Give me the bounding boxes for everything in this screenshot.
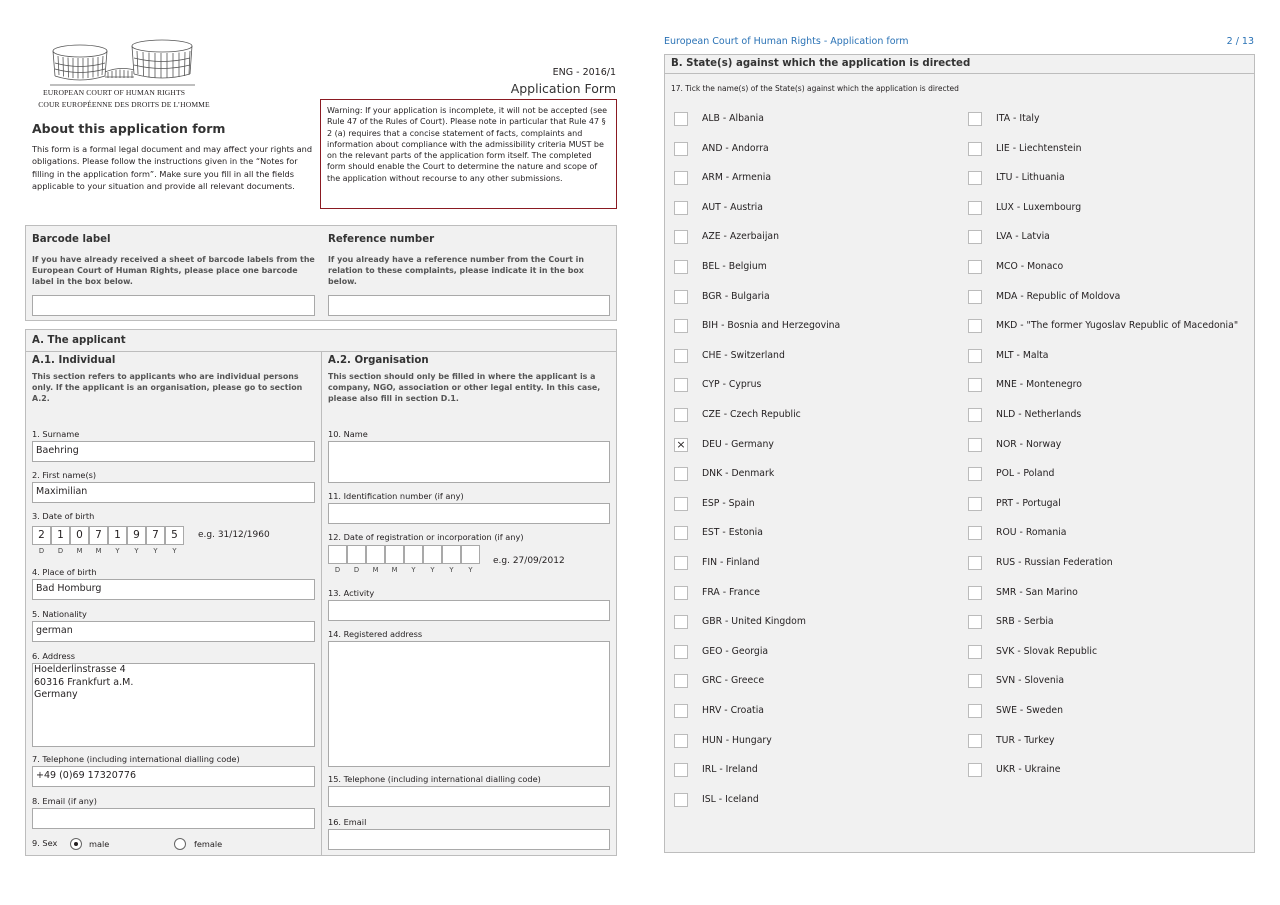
sex-male-radio[interactable] — [70, 838, 82, 850]
state-checkbox[interactable] — [968, 734, 982, 748]
state-checkbox[interactable] — [968, 645, 982, 659]
state-checkbox[interactable] — [674, 290, 688, 304]
reg-letter: Y — [411, 566, 416, 574]
state-label: SVN - Slovenia — [996, 675, 1065, 687]
state-checkbox[interactable] — [674, 112, 688, 126]
state-label: IRL - Ireland — [702, 764, 758, 776]
dob-digit[interactable]: 5 — [165, 526, 184, 545]
state-label: LIE - Liechtenstein — [996, 142, 1082, 154]
state-label: ROU - Romania — [996, 527, 1067, 539]
state-label: SWE - Sweden — [996, 705, 1063, 716]
state-checkbox[interactable] — [968, 230, 982, 244]
dob-digit[interactable]: 7 — [89, 526, 108, 545]
state-label: AUT - Austria — [702, 201, 763, 213]
state-checkbox[interactable] — [968, 526, 982, 540]
state-label: GRC - Greece — [702, 675, 765, 687]
applicant-panel — [25, 329, 617, 856]
sex-male-label: male — [89, 839, 110, 849]
reference-text: If you already have a reference number from the Court in relation to these complaints, please indicate it in the box below. — [328, 255, 584, 287]
dob-digits[interactable] — [32, 526, 192, 558]
reg-letter: D — [334, 566, 341, 574]
dob-letter: Y — [153, 547, 158, 555]
state-label: HUN - Hungary — [702, 734, 772, 746]
state-label: ISL - Iceland — [702, 793, 759, 805]
phone-label: 7. Telephone (including international dialling code) — [32, 754, 240, 764]
state-label: CYP - Cyprus — [702, 379, 762, 391]
reg-digit[interactable] — [423, 545, 442, 564]
state-checkbox[interactable] — [674, 201, 688, 215]
state-checkbox[interactable]: × — [674, 438, 688, 452]
state-label: ARM - Armenia — [702, 172, 772, 184]
state-checkbox[interactable] — [674, 526, 688, 540]
state-checkbox[interactable] — [968, 408, 982, 422]
org-email-input[interactable] — [328, 829, 610, 850]
about-title: About this application form — [32, 121, 226, 136]
state-checkbox[interactable] — [968, 142, 982, 156]
org-reg-label: 12. Date of registration or incorporation (if any) — [328, 532, 524, 542]
state-label: AND - Andorra — [702, 142, 769, 154]
state-label: DNK - Denmark — [702, 468, 775, 480]
org-activity-label: 13. Activity — [328, 588, 375, 598]
reg-example: e.g. 27/09/2012 — [493, 556, 565, 566]
dob-digit[interactable]: 9 — [127, 526, 146, 545]
state-label: BIH - Bosnia and Herzegovina — [702, 320, 841, 332]
pob-input[interactable]: Bad Homburg — [32, 579, 315, 600]
reg-letter: Y — [468, 566, 473, 574]
org-id-label: 11. Identification number (if any) — [328, 491, 464, 501]
org-reg-digits[interactable] — [328, 545, 488, 577]
state-label: ESP - Spain — [702, 497, 755, 509]
reference-title: Reference number — [328, 234, 435, 245]
organisation-text: This section should only be filled in where the applicant is a company, NGO, association or other legal entity. In this case, please also fill in section D.1. — [328, 372, 601, 404]
sex-label: 9. Sex — [32, 838, 58, 848]
state-label: MDA - Republic of Moldova — [996, 290, 1121, 302]
state-label: ALB - Albania — [702, 113, 764, 124]
state-label: RUS - Russian Federation — [996, 557, 1113, 568]
barcode-text: If you have already received a sheet of barcode labels from the European Court of Human Rights, please place one barcode label in the box below. — [32, 255, 315, 287]
state-checkbox[interactable] — [968, 112, 982, 126]
states-question: 17. Tick the name(s) of the State(s) against which the application is directed — [671, 84, 959, 93]
state-checkbox[interactable] — [674, 734, 688, 748]
page2-header: European Court of Human Rights - Application form — [664, 36, 909, 47]
applicant-title: A. The applicant — [32, 335, 126, 346]
dob-digit[interactable]: 1 — [51, 526, 70, 545]
state-checkbox[interactable] — [674, 378, 688, 392]
about-text: This form is a formal legal document and may affect your rights and obligations. Please follow the instructions given in the “Notes for filling in the application form”. Make sure you fill in all the fields applicable to your situation and provide all relevant documents. — [32, 144, 313, 191]
state-label: GEO - Georgia — [702, 645, 769, 657]
state-label: EST - Estonia — [702, 527, 763, 539]
org-email-label: 16. Email — [328, 817, 367, 827]
reg-digit[interactable] — [404, 545, 423, 564]
state-label: NOR - Norway — [996, 438, 1062, 450]
state-checkbox[interactable] — [968, 674, 982, 688]
state-checkbox[interactable] — [968, 290, 982, 304]
dob-digit[interactable]: 2 — [32, 526, 51, 545]
org-id-input[interactable] — [328, 503, 610, 524]
dob-letter: M — [76, 547, 83, 555]
firstname-input[interactable]: Maximilian — [32, 482, 315, 503]
state-label: CHE - Switzerland — [702, 349, 785, 361]
state-label: ITA - Italy — [996, 113, 1040, 124]
state-checkbox[interactable] — [968, 497, 982, 511]
reg-digit[interactable] — [385, 545, 404, 564]
reg-digit[interactable] — [442, 545, 461, 564]
state-checkbox[interactable] — [674, 586, 688, 600]
reference-input[interactable] — [328, 295, 610, 316]
reg-digit[interactable] — [366, 545, 385, 564]
page-number: 2 / 13 — [1226, 36, 1254, 47]
state-checkbox[interactable] — [968, 378, 982, 392]
firstname-label: 2. First name(s) — [32, 470, 97, 480]
state-label: LVA - Latvia — [996, 231, 1050, 243]
state-label: POL - Poland — [996, 468, 1055, 480]
reg-letter: M — [391, 566, 398, 574]
state-label: LTU - Lithuania — [996, 172, 1065, 184]
dob-letter: Y — [172, 547, 177, 555]
reg-letter: D — [353, 566, 360, 574]
surname-input[interactable]: Baehring — [32, 441, 315, 462]
state-checkbox[interactable] — [674, 645, 688, 659]
dob-letter: D — [38, 547, 45, 555]
sex-female-radio[interactable] — [174, 838, 186, 850]
org-phone-label: 15. Telephone (including international dialling code) — [328, 774, 541, 784]
state-checkbox[interactable] — [968, 556, 982, 570]
state-label: PRT - Portugal — [996, 497, 1061, 509]
state-checkbox[interactable] — [968, 260, 982, 274]
state-checkbox[interactable] — [674, 230, 688, 244]
state-label: DEU - Germany — [702, 438, 774, 450]
state-label: SVK - Slovak Republic — [996, 645, 1098, 657]
state-checkbox[interactable] — [968, 319, 982, 333]
state-checkbox[interactable] — [674, 674, 688, 688]
org-phone-input[interactable] — [328, 786, 610, 807]
nationality-input[interactable]: german — [32, 621, 315, 642]
state-checkbox[interactable] — [968, 586, 982, 600]
state-label: SRB - Serbia — [996, 616, 1054, 628]
reg-letter: Y — [449, 566, 454, 574]
state-checkbox[interactable] — [968, 467, 982, 481]
state-label: TUR - Turkey — [996, 734, 1055, 746]
state-checkbox[interactable] — [674, 615, 688, 629]
state-checkbox[interactable] — [968, 201, 982, 215]
state-label: SMR - San Marino — [996, 586, 1078, 598]
org-address-input[interactable] — [328, 641, 610, 767]
state-checkbox[interactable] — [968, 615, 982, 629]
state-label: MNE - Montenegro — [996, 379, 1082, 391]
email-input[interactable] — [32, 808, 315, 829]
state-checkbox[interactable] — [968, 438, 982, 452]
form-code: ENG - 2016/1 — [552, 67, 616, 78]
surname-label: 1. Surname — [32, 429, 80, 439]
sex-female-label: female — [194, 839, 223, 849]
state-checkbox[interactable] — [674, 793, 688, 807]
email-label: 8. Email (if any) — [32, 796, 97, 806]
nationality-label: 5. Nationality — [32, 609, 87, 619]
court-name-fr: COUR EUROPÉENNE DES DROITS DE L’HOMME — [38, 100, 210, 109]
reg-letter: Y — [430, 566, 435, 574]
court-name-en: EUROPEAN COURT OF HUMAN RIGHTS — [42, 88, 186, 97]
states-section-title: B. State(s) against which the application is directed — [671, 58, 971, 69]
dob-example: e.g. 31/12/1960 — [198, 530, 270, 540]
org-name-label: 10. Name — [328, 429, 368, 439]
individual-text: This section refers to applicants who are individual persons only. If the applicant is an organisation, please go to section A.2. — [32, 372, 303, 404]
reg-digit[interactable] — [328, 545, 347, 564]
dob-digit[interactable]: 7 — [146, 526, 165, 545]
dob-label: 3. Date of birth — [32, 511, 95, 521]
org-address-label: 14. Registered address — [328, 629, 423, 639]
state-checkbox[interactable] — [674, 142, 688, 156]
state-checkbox[interactable] — [674, 704, 688, 718]
state-label: HRV - Croatia — [702, 705, 764, 716]
states-panel — [664, 54, 1255, 853]
state-checkbox[interactable] — [674, 260, 688, 274]
address-label: 6. Address — [32, 651, 76, 661]
state-checkbox[interactable] — [674, 171, 688, 185]
state-label: LUX - Luxembourg — [996, 201, 1082, 213]
pob-label: 4. Place of birth — [32, 567, 97, 577]
dob-digit[interactable]: 0 — [70, 526, 89, 545]
state-label: GBR - United Kingdom — [702, 616, 806, 628]
reg-digit[interactable] — [347, 545, 366, 564]
state-label: FIN - Finland — [702, 557, 760, 568]
state-label: BGR - Bulgaria — [702, 290, 770, 302]
individual-title: A.1. Individual — [32, 355, 116, 366]
state-label: CZE - Czech Republic — [702, 409, 801, 420]
state-checkbox[interactable] — [674, 467, 688, 481]
dob-letter: Y — [134, 547, 139, 555]
dob-letter: D — [57, 547, 64, 555]
state-label: BEL - Belgium — [702, 261, 767, 272]
dob-digit[interactable]: 1 — [108, 526, 127, 545]
org-name-input[interactable] — [328, 441, 610, 483]
state-label: AZE - Azerbaijan — [702, 231, 780, 243]
state-checkbox[interactable] — [674, 408, 688, 422]
state-checkbox[interactable] — [968, 763, 982, 777]
warning-box: Warning: If your application is incomplete, it will not be accepted (see Rule 47 of the Rules of Court). Please note in particular that Rule 47 § 2 (a) requires that a concise statement of facts, complaints and information about compliance with the admissibility criteria MUST be on the relevant parts of the application form itself. The completed form should enable the Court to determine the nature and scope of the application without recourse to any other submissions. — [320, 99, 617, 209]
barcode-title: Barcode label — [32, 234, 111, 245]
dob-letter: Y — [115, 547, 120, 555]
state-checkbox[interactable] — [674, 497, 688, 511]
state-label: MKD - "The former Yugoslav Republic of Macedonia" — [996, 320, 1239, 332]
state-label: FRA - France — [702, 586, 760, 598]
state-checkbox[interactable] — [674, 556, 688, 570]
address-input[interactable]: Hoelderlinstrasse 4 60316 Frankfurt a.M. Germany — [32, 663, 315, 747]
phone-input[interactable]: +49 (0)69 17320776 — [32, 766, 315, 787]
state-label: MLT - Malta — [996, 349, 1049, 361]
state-checkbox[interactable] — [968, 171, 982, 185]
state-checkbox[interactable] — [968, 349, 982, 363]
organisation-title: A.2. Organisation — [328, 355, 429, 366]
dob-letter: M — [95, 547, 102, 555]
state-checkbox[interactable] — [674, 349, 688, 363]
state-checkbox[interactable] — [674, 319, 688, 333]
barcode-input[interactable] — [32, 295, 315, 316]
reg-digit[interactable] — [461, 545, 480, 564]
barcode-reference-panel — [25, 225, 617, 321]
form-title: Application Form — [510, 81, 616, 96]
state-label: NLD - Netherlands — [996, 409, 1082, 420]
state-label: MCO - Monaco — [996, 261, 1064, 272]
court-logo — [50, 38, 195, 88]
reg-letter: M — [372, 566, 379, 574]
org-activity-input[interactable] — [328, 600, 610, 621]
state-label: UKR - Ukraine — [996, 764, 1061, 776]
state-checkbox[interactable] — [968, 704, 982, 718]
state-checkbox[interactable] — [674, 763, 688, 777]
